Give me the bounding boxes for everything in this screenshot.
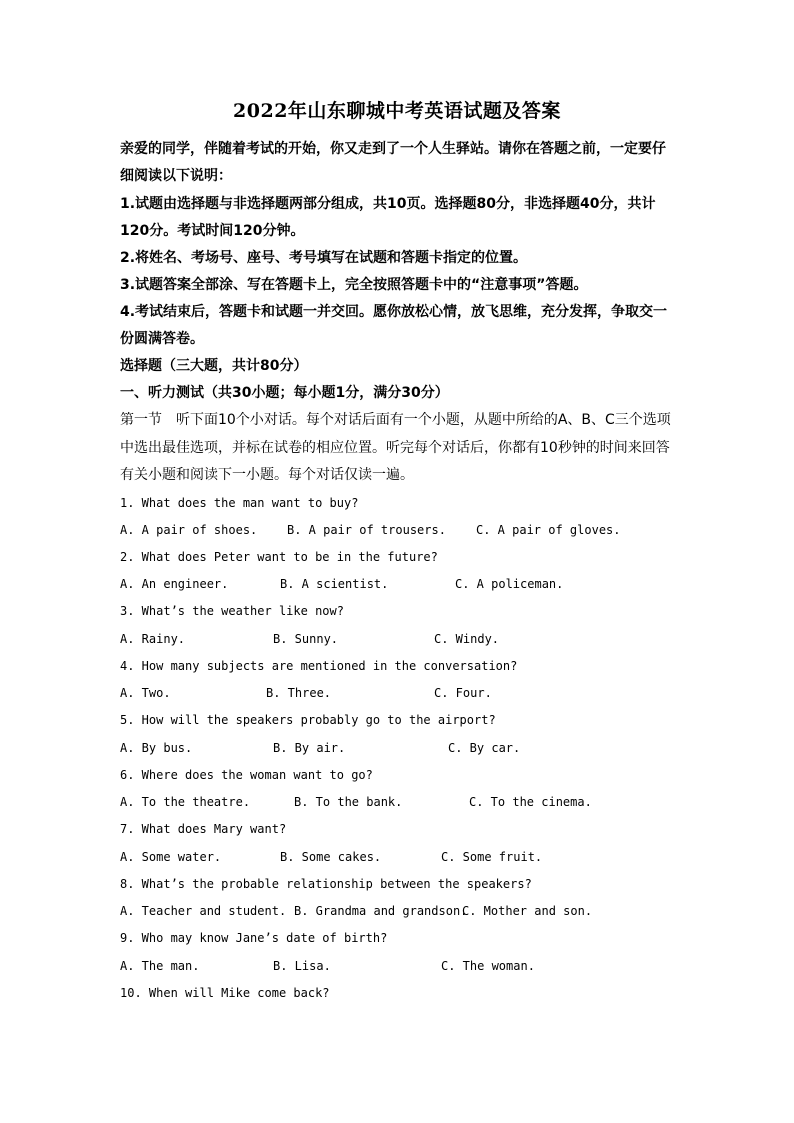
question-2-option-a: A. An engineer. (120, 577, 229, 591)
question-9-option-a: A. The man. (120, 959, 200, 973)
question-3-option-b: B. Sunny. (273, 632, 339, 646)
question-1: 1. What does the man want to buy? (120, 496, 359, 510)
question-6: 6. Where does the woman want to go? (120, 768, 373, 782)
instruction-1-line-1: 1.试题由选择题与非选择题两部分组成，共10页。选择题80分，非选择题40分，共计 (120, 196, 656, 212)
instruction-2: 2.将姓名、考场号、座号、考号填写在试题和答题卡指定的位置。 (120, 250, 528, 266)
question-7-option-c: C. Some fruit. (441, 850, 543, 864)
question-4-option-c: C. Four. (434, 686, 492, 700)
page-title: 2022年山东聊城中考英语试题及答案 (233, 100, 561, 122)
question-9-option-c: C. The woman. (441, 959, 535, 973)
question-6-option-b: B. To the bank. (294, 795, 403, 809)
question-5-option-b: B. By air. (273, 741, 346, 755)
question-2-option-c: C. A policeman. (455, 577, 564, 591)
question-3-option-c: C. Windy. (434, 632, 500, 646)
part-instructions-line-3: 有关小题和阅读下一小题。每个对话仅读一遍。 (120, 467, 414, 483)
question-8-option-b: B. Grandma and grandson. (294, 904, 468, 918)
question-5-option-c: C. By car. (448, 741, 521, 755)
question-8-option-c: C. Mother and son. (462, 904, 593, 918)
question-1-option-b: B. A pair of trousers. (287, 523, 446, 537)
question-6-option-c: C. To the cinema. (469, 795, 592, 809)
question-8: 8. What’s the probable relationship between the speakers? (120, 877, 532, 891)
question-4: 4. How many subjects are mentioned in the conversation? (120, 659, 518, 673)
question-3-option-a: A. Rainy. (120, 632, 186, 646)
intro-line-2: 细阅读以下说明： (120, 168, 232, 184)
question-3: 3. What’s the weather like now? (120, 604, 344, 618)
part-instructions-line-2: 中选出最佳选项，并标在试卷的相应位置。听完每个对话后，你都有10秒钟的时间来回答 (120, 440, 670, 456)
instruction-3: 3.试题答案全部涂、写在答题卡上，完全按照答题卡中的“注意事项”答题。 (120, 277, 588, 293)
question-7-option-b: B. Some cakes. (280, 850, 382, 864)
question-9: 9. Who may know Jane’s date of birth? (120, 931, 388, 945)
question-1-option-a: A. A pair of shoes. (120, 523, 258, 537)
question-5-option-a: A. By bus. (120, 741, 193, 755)
question-6-option-a: A. To the theatre. (120, 795, 251, 809)
question-1-option-c: C. A pair of gloves. (476, 523, 621, 537)
question-7: 7. What does Mary want? (120, 822, 287, 836)
question-7-option-a: A. Some water. (120, 850, 222, 864)
part-heading: 一、听力测试（共30小题；每小题1分，满分30分） (120, 385, 449, 401)
question-4-option-b: B. Three. (266, 686, 332, 700)
instruction-1-line-2: 120分。考试时间120分钟。 (120, 223, 305, 239)
question-8-option-a: A. Teacher and student. (120, 904, 287, 918)
question-5: 5. How will the speakers probably go to the airport? (120, 713, 496, 727)
section-heading: 选择题（三大题，共计80分） (120, 358, 308, 374)
question-4-option-a: A. Two. (120, 686, 171, 700)
part-instructions-line-1: 第一节 听下面10个小对话。每个对话后面有一个小题，从题中所给的A、B、C三个选项 (120, 412, 671, 428)
question-10: 10. When will Mike come back? (120, 986, 330, 1000)
intro-line-1: 亲爱的同学，伴随着考试的开始，你又走到了一个人生驿站。请你在答题之前，一定要仔 (120, 141, 666, 157)
instruction-4-line-1: 4.考试结束后，答题卡和试题一并交回。愿你放松心情，放飞思维，充分发挥，争取交一 (120, 304, 668, 320)
question-2: 2. What does Peter want to be in the future? (120, 550, 438, 564)
question-2-option-b: B. A scientist. (280, 577, 389, 591)
question-9-option-b: B. Lisa. (273, 959, 331, 973)
instruction-4-line-2: 份圆满答卷。 (120, 331, 204, 347)
